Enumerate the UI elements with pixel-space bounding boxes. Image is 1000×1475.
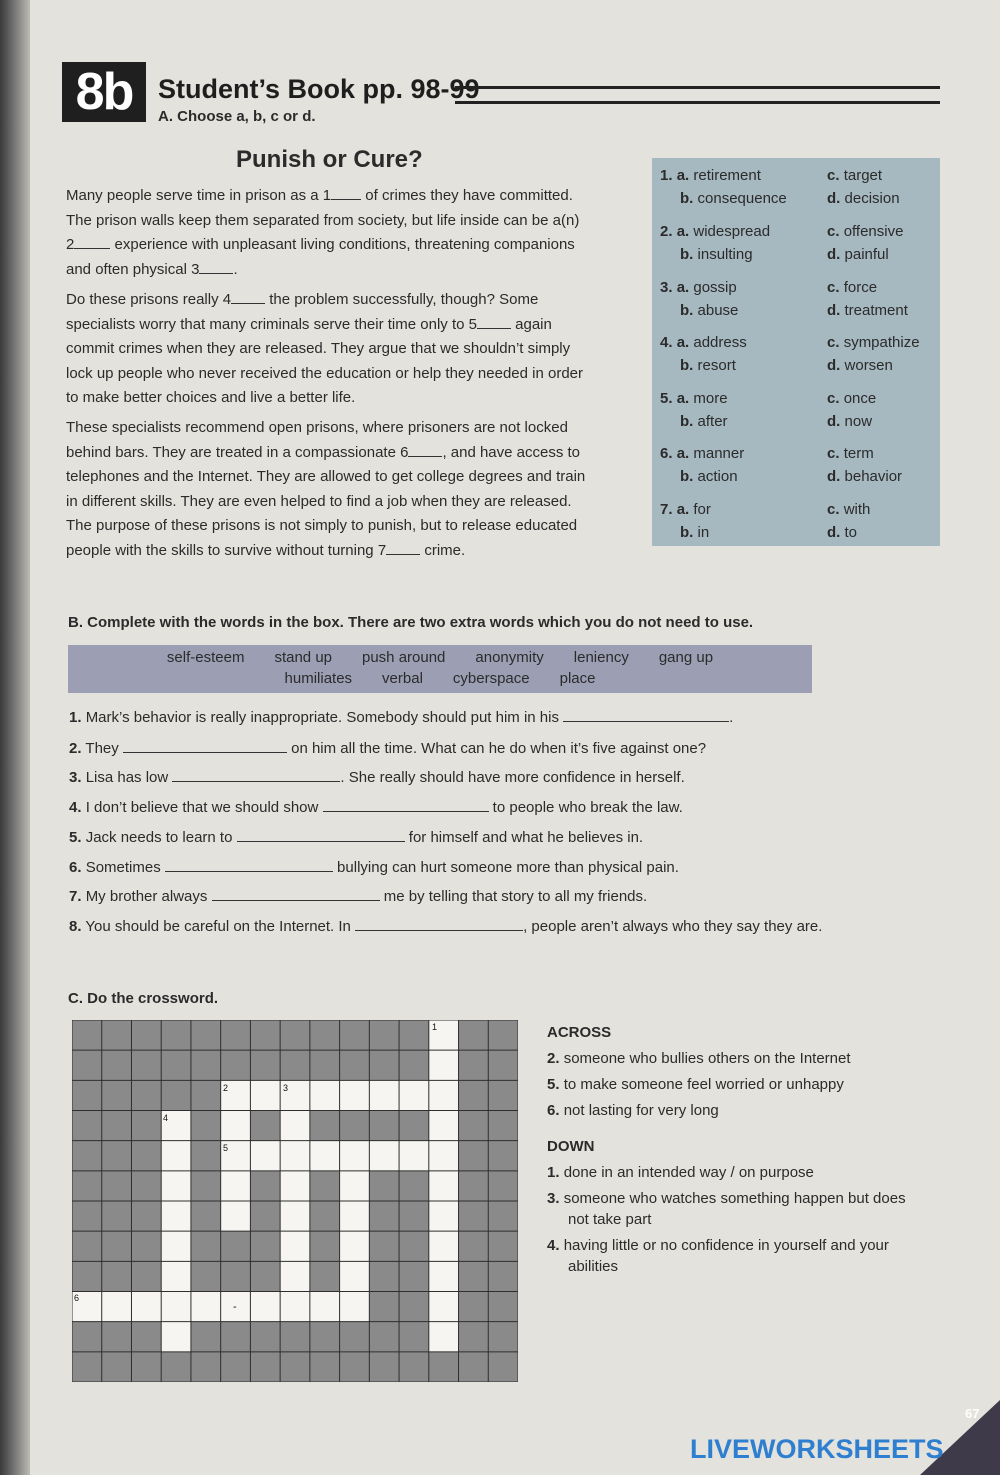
liveworksheets-logo: LIVEWORKSHEETS: [690, 1434, 944, 1464]
clue-number-2: 2: [223, 1083, 229, 1093]
crossword-cell: [340, 1171, 370, 1201]
word-item: push around: [362, 649, 446, 666]
crossword-cell: [161, 1231, 191, 1261]
option-7-b[interactable]: b. in: [680, 524, 710, 541]
reading-heading: Punish or Cure?: [236, 146, 423, 173]
option-7-a[interactable]: 7. a. for: [660, 501, 711, 518]
crossword-cell: [310, 1080, 340, 1110]
option-1-c[interactable]: c. target: [827, 167, 883, 184]
crossword-cell: [369, 1141, 399, 1171]
option-3-b[interactable]: b. abuse: [680, 302, 739, 319]
crossword-cell: [429, 1050, 459, 1080]
option-5-b[interactable]: b. after: [680, 413, 728, 430]
gap-7[interactable]: [386, 554, 420, 555]
crossword-cell: [280, 1292, 310, 1322]
crossword-cell: [221, 1171, 251, 1201]
crossword-cell: [250, 1141, 280, 1171]
clue-number-4: 4: [163, 1113, 169, 1123]
gap-3[interactable]: [199, 273, 233, 274]
gap-5[interactable]: [477, 328, 511, 329]
reading-paragraph-3: These specialists recommend open prisons, where prisoners are not locked behind bars. They are treated in a compassionate 6 , and have access to telephones and the Internet. They are allowed to get college degrees and train in different skills. They are even helped to find a job when they are released. The purpose of these prisons is not simply to punish, but to release educated people with the skills to survive without turning 7 crime.: [66, 419, 586, 559]
clue-number-5: 5: [223, 1143, 229, 1153]
crossword-cell: [250, 1292, 280, 1322]
sentence-6: 6. Sometimes bullying can hurt someone more than physical pain.: [69, 859, 679, 876]
sentence-2: 2. They on him all the time. What can he do when it’s five against one?: [69, 740, 707, 757]
down-heading: DOWN: [547, 1138, 595, 1155]
word-item: anonymity: [475, 649, 544, 666]
option-3-a[interactable]: 3. a. gossip: [660, 279, 737, 296]
option-7-c[interactable]: c. with: [827, 501, 871, 518]
sentence-4: 4. I don’t believe that we should show to people who break the law.: [69, 799, 683, 816]
option-1-d[interactable]: d. decision: [827, 190, 900, 207]
word-item: self-esteem: [166, 649, 245, 666]
clue-number-3: 3: [283, 1083, 289, 1093]
crossword-cell: [280, 1231, 310, 1261]
sentence-1: 1. Mark’s behavior is really inappropriate. Somebody should put him in his .: [69, 709, 734, 726]
crossword-cell: [369, 1080, 399, 1110]
option-5-c[interactable]: c. once: [827, 390, 877, 407]
sentence-2-blank[interactable]: [123, 752, 287, 753]
gap-4[interactable]: [231, 303, 265, 304]
crossword-cell: [280, 1111, 310, 1141]
gap-6[interactable]: [408, 456, 442, 457]
option-2-d[interactable]: d. painful: [827, 246, 889, 263]
option-7-d[interactable]: d. to: [827, 524, 858, 541]
sentence-6-blank[interactable]: [165, 871, 333, 872]
crossword-cell: [429, 1171, 459, 1201]
crossword-cell: [429, 1111, 459, 1141]
crossword-cell: [280, 1141, 310, 1171]
crossword-cell: [161, 1201, 191, 1231]
crossword-cell: [310, 1141, 340, 1171]
page-number: 67: [965, 1406, 980, 1421]
option-2-a[interactable]: 2. a. widespread: [660, 223, 771, 240]
option-4-c[interactable]: c. sympathize: [827, 334, 920, 351]
crossword-cell: [280, 1171, 310, 1201]
crossword-cell: [429, 1322, 459, 1352]
crossword-cell: [429, 1141, 459, 1171]
book-spine-shadow: [0, 0, 30, 1475]
crossword-cell: [191, 1292, 221, 1322]
section-a-instruction: A. Choose a, b, c or d.: [158, 108, 316, 125]
crossword-cell: [340, 1261, 370, 1291]
crossword-grid[interactable]: [72, 1020, 518, 1382]
option-1-a[interactable]: 1. a. retirement: [660, 167, 761, 184]
crossword-cell: [161, 1141, 191, 1171]
crossword-cell: [131, 1292, 161, 1322]
crossword-cell: [310, 1292, 340, 1322]
word-item: place: [559, 670, 596, 687]
crossword-cell: [102, 1292, 132, 1322]
crossword-cell: [161, 1261, 191, 1291]
crossword-cell: [429, 1201, 459, 1231]
option-3-c[interactable]: c. force: [827, 279, 878, 296]
page-title: Student’s Book pp. 98-99: [158, 74, 480, 104]
word-item: cyberspace: [452, 670, 530, 687]
across-clue-6: 6. not lasting for very long: [547, 1102, 719, 1119]
crossword-cell: [161, 1171, 191, 1201]
word-item: gang up: [658, 649, 714, 666]
down-clue-4: 4. having little or no confidence in yourself and your abilities: [547, 1237, 889, 1275]
sentence-7: 7. My brother always me by telling that story to all my friends.: [69, 888, 648, 905]
across-clue-5: 5. to make someone feel worried or unhappy: [547, 1076, 844, 1093]
section-c-instruction: C. Do the crossword.: [68, 990, 219, 1007]
option-2-c[interactable]: c. offensive: [827, 223, 904, 240]
crossword-cell: [161, 1292, 191, 1322]
crossword-cell: [429, 1261, 459, 1291]
option-3-d[interactable]: d. treatment: [827, 302, 908, 319]
crossword-cell: [399, 1080, 429, 1110]
crossword-cell: [340, 1292, 370, 1322]
option-6-b[interactable]: b. action: [680, 468, 738, 485]
option-6-d[interactable]: d. behavior: [827, 468, 903, 485]
crossword-cell: [429, 1292, 459, 1322]
crossword-cell: [250, 1080, 280, 1110]
sentence-8: 8. You should be careful on the Internet. In , people aren’t always who they say they are.: [69, 918, 823, 935]
clue-number-6: 6: [74, 1293, 80, 1303]
option-6-a[interactable]: 6. a. manner: [660, 445, 745, 462]
sentence-1-blank[interactable]: [563, 721, 729, 722]
clue-number-1: 1: [432, 1022, 438, 1032]
gap-1[interactable]: [331, 199, 361, 200]
sentence-7-blank[interactable]: [212, 900, 380, 901]
option-4-b[interactable]: b. resort: [680, 357, 736, 374]
crossword-cell: [340, 1231, 370, 1261]
crossword-cell: [161, 1322, 191, 1352]
word-item: leniency: [573, 649, 629, 666]
option-6-c[interactable]: c. term: [827, 445, 874, 462]
crossword-cell: [340, 1080, 370, 1110]
word-box: [68, 645, 812, 693]
word-item: stand up: [274, 649, 332, 666]
hyphen-mark: -: [233, 1301, 237, 1313]
sentence-4-blank[interactable]: [323, 811, 489, 812]
down-clue-3: 3. someone who watches something happen but does not take part: [547, 1190, 906, 1228]
crossword-cell: [429, 1231, 459, 1261]
sentence-5: 5. Jack needs to learn to for himself and what he believes in.: [69, 829, 644, 846]
reading-paragraph-1: Many people serve time in prison as a 1 of crimes they have committed. The prison walls keep them separated from society, but life inside can be a(n) 2 experience with unpleasant living conditions, threatening companions and often physical 3 .: [66, 187, 580, 278]
sentence-3-blank[interactable]: [172, 781, 340, 782]
word-item: humiliates: [284, 670, 353, 687]
option-4-d[interactable]: d. worsen: [827, 357, 893, 374]
sentence-5-blank[interactable]: [237, 841, 405, 842]
gap-2[interactable]: [74, 248, 110, 249]
sentence-8-blank[interactable]: [355, 930, 523, 931]
answer-options-box: [652, 158, 940, 546]
crossword-cell: [221, 1201, 251, 1231]
option-4-a[interactable]: 4. a. address: [660, 334, 747, 351]
crossword-cell: [280, 1201, 310, 1231]
section-b-instruction: B. Complete with the words in the box. There are two extra words which you do not need to use.: [68, 614, 754, 631]
reading-paragraph-2: Do these prisons really 4 the problem successfully, though? Some specialists worry that many criminals serve their time only to 5 again commit crimes when they are released. They argue that we shouldn’t simply lock up people who never received the education or help they needed in order to make better choices and live a better life.: [66, 291, 584, 407]
crossword-cell: [221, 1111, 251, 1141]
across-clue-2: 2. someone who bullies others on the Internet: [547, 1050, 851, 1067]
option-2-b[interactable]: b. insulting: [680, 246, 753, 263]
title-rule: [455, 86, 940, 104]
option-1-b[interactable]: b. consequence: [680, 190, 787, 207]
crossword-cell: [399, 1141, 429, 1171]
crossword-cell: [340, 1141, 370, 1171]
down-clue-1: 1. done in an intended way / on purpose: [547, 1164, 814, 1181]
option-5-d[interactable]: d. now: [827, 413, 873, 430]
crossword-cell: [429, 1080, 459, 1110]
word-item: verbal: [382, 670, 423, 687]
option-5-a[interactable]: 5. a. more: [660, 390, 728, 407]
sentence-3: 3. Lisa has low . She really should have more confidence in herself.: [69, 769, 685, 786]
crossword-cell: [340, 1201, 370, 1231]
crossword-cell: [280, 1261, 310, 1291]
across-heading: ACROSS: [547, 1024, 612, 1041]
lesson-badge: 8b: [62, 62, 146, 122]
